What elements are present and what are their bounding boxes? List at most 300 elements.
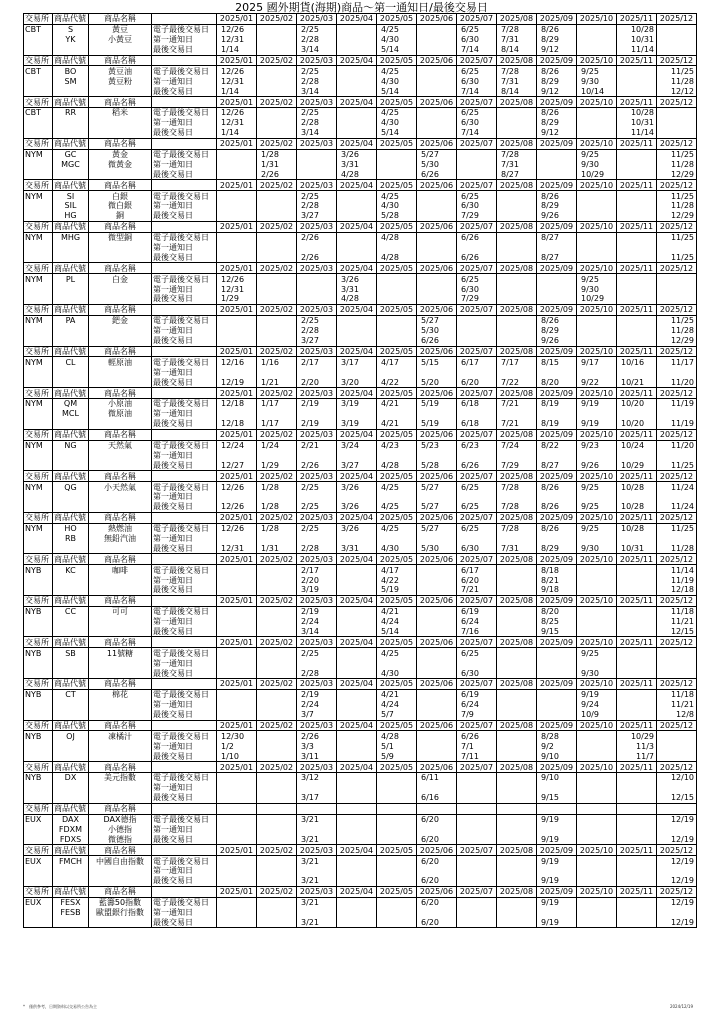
date-cell <box>577 793 617 803</box>
header-month: 2025/09 <box>537 637 577 648</box>
header-month: 2025/02 <box>257 595 297 606</box>
contract-date-row <box>24 86 697 96</box>
date-cell <box>217 450 257 460</box>
date-cell: 6/25 <box>457 66 497 76</box>
header-code: 商品代號 <box>53 55 89 66</box>
date-cell: 3/31 <box>337 159 377 169</box>
contract-date-row <box>24 440 697 450</box>
exchange-cell: NYM <box>24 482 53 492</box>
date-cell <box>657 45 697 55</box>
date-cell: 8/19 <box>537 398 577 408</box>
date-cell <box>497 326 537 336</box>
date-cell <box>657 731 697 741</box>
header-month: 2025/01 <box>217 679 257 690</box>
header-month: 2025/09 <box>537 388 577 399</box>
date-cell <box>617 326 657 336</box>
date-cell: 8/26 <box>537 108 577 118</box>
date-cell: 5/1 <box>377 741 417 751</box>
date-cell: 12/16 <box>217 357 257 367</box>
date-cell <box>617 648 657 658</box>
contract-date-row <box>24 482 697 492</box>
date-cell <box>417 751 457 761</box>
date-cell <box>497 211 537 221</box>
product-code-cell: QG <box>53 482 89 492</box>
header-month: 2025/11 <box>617 637 657 648</box>
header-month: 2025/01 <box>217 512 257 523</box>
date-cell: 12/29 <box>657 336 697 346</box>
product-code-cell <box>53 876 89 886</box>
header-exchange: 交易所 <box>24 512 53 523</box>
date-cell: 6/20 <box>417 814 457 824</box>
date-cell: 7/14 <box>457 128 497 138</box>
date-cell <box>537 783 577 793</box>
group-header-row <box>24 263 697 274</box>
document-title: 2025 國外期貨(海期)商品～第一通知日/最後交易日 <box>235 1 488 14</box>
header-month: 2025/10 <box>577 97 617 108</box>
date-cell <box>377 876 417 886</box>
exchange-cell <box>24 824 53 834</box>
product-code-cell: CT <box>53 689 89 699</box>
exchange-cell: NYM <box>24 357 53 367</box>
date-cell <box>537 294 577 304</box>
contract-date-row <box>24 751 697 761</box>
date-cell: 6/23 <box>457 440 497 450</box>
header-name: 商品名稱 <box>89 55 152 66</box>
header-month: 2025/02 <box>257 346 297 357</box>
date-cell: 9/25 <box>577 648 617 658</box>
date-cell <box>617 201 657 211</box>
date-cell: 8/26 <box>537 191 577 201</box>
header-blank <box>152 595 217 606</box>
group-header-row <box>24 803 697 814</box>
date-cell <box>417 128 457 138</box>
product-code-cell <box>53 377 89 387</box>
date-cell <box>497 118 537 128</box>
header-month: 2025/09 <box>537 138 577 149</box>
date-cell: 7/31 <box>497 76 537 86</box>
contract-date-row <box>24 523 697 533</box>
header-month: 2025/06 <box>417 138 457 149</box>
header-month: 2025/05 <box>377 263 417 274</box>
date-cell <box>417 232 457 242</box>
date-cell <box>417 191 457 201</box>
group-header-row <box>24 512 697 523</box>
date-type-cell: 最後交易日 <box>152 169 217 179</box>
contract-date-row <box>24 45 697 55</box>
date-cell <box>537 243 577 253</box>
date-cell <box>377 274 417 284</box>
date-cell <box>337 908 377 918</box>
date-cell <box>257 856 297 866</box>
header-month: 2025/06 <box>417 845 457 856</box>
product-name-cell <box>89 917 152 927</box>
product-code-cell: MCL <box>53 409 89 419</box>
contract-date-row <box>24 315 697 325</box>
date-cell: 1/14 <box>217 86 257 96</box>
date-cell <box>257 336 297 346</box>
header-exchange: 交易所 <box>24 55 53 66</box>
header-code: 商品代號 <box>53 679 89 690</box>
date-cell <box>417 252 457 262</box>
product-code-cell <box>53 492 89 502</box>
header-month: 2025/02 <box>257 388 297 399</box>
header-month: 2025/05 <box>377 720 417 731</box>
date-cell <box>297 783 337 793</box>
date-cell: 4/22 <box>377 377 417 387</box>
date-cell <box>337 648 377 658</box>
date-cell: 2/28 <box>297 35 337 45</box>
date-cell <box>497 492 537 502</box>
group-header-row <box>24 55 697 66</box>
date-cell <box>257 585 297 595</box>
header-month: 2025/01 <box>217 637 257 648</box>
date-cell: 12/18 <box>657 585 697 595</box>
date-cell: 8/26 <box>537 523 577 533</box>
header-month: 2025/11 <box>617 471 657 482</box>
product-code-cell: DX <box>53 773 89 783</box>
header-name: 商品名稱 <box>89 762 152 773</box>
product-name-cell: 無鉛汽油 <box>89 534 152 544</box>
header-month: 2025/10 <box>577 554 617 565</box>
header-blank <box>152 138 217 149</box>
date-cell <box>217 534 257 544</box>
date-type-cell: 最後交易日 <box>152 460 217 470</box>
contract-date-row <box>24 856 697 866</box>
date-cell <box>217 834 257 844</box>
date-cell: 2/21 <box>297 440 337 450</box>
header-month: 2025/12 <box>657 554 697 565</box>
header-code: 商品代號 <box>53 304 89 315</box>
date-cell <box>657 128 697 138</box>
product-name-cell: 輕原油 <box>89 357 152 367</box>
header-name: 商品名稱 <box>89 304 152 315</box>
date-cell <box>217 585 257 595</box>
date-cell <box>497 294 537 304</box>
date-cell <box>577 128 617 138</box>
date-cell <box>217 326 257 336</box>
date-cell: 9/25 <box>577 523 617 533</box>
header-code: 商品代號 <box>53 845 89 856</box>
product-name-cell <box>89 294 152 304</box>
header-month: 2025/04 <box>337 180 377 191</box>
date-cell <box>577 326 617 336</box>
header-month: 2025/03 <box>297 554 337 565</box>
date-cell: 11/28 <box>657 76 697 86</box>
header-month: 2025/10 <box>577 55 617 66</box>
contract-date-row <box>24 502 697 512</box>
date-cell <box>257 128 297 138</box>
date-cell <box>617 243 657 253</box>
date-cell: 8/29 <box>537 201 577 211</box>
exchange-cell <box>24 534 53 544</box>
date-cell: 4/30 <box>377 118 417 128</box>
product-code-cell <box>53 917 89 927</box>
header-month: 2025/08 <box>497 180 537 191</box>
header-month: 2025/07 <box>457 263 497 274</box>
exchange-cell: NYB <box>24 773 53 783</box>
header-month: 2025/04 <box>337 762 377 773</box>
date-cell <box>417 66 457 76</box>
date-cell <box>577 751 617 761</box>
date-cell <box>577 232 617 242</box>
date-cell <box>617 294 657 304</box>
date-cell: 11/25 <box>657 191 697 201</box>
header-month: 2025/09 <box>537 55 577 66</box>
date-cell <box>537 284 577 294</box>
exchange-cell <box>24 710 53 720</box>
date-cell <box>297 159 337 169</box>
date-cell <box>617 159 657 169</box>
header-blank <box>537 803 577 814</box>
date-cell <box>337 783 377 793</box>
date-cell: 3/31 <box>337 543 377 553</box>
date-cell <box>537 149 577 159</box>
date-cell: 4/28 <box>337 294 377 304</box>
product-name-cell <box>89 326 152 336</box>
date-cell <box>217 315 257 325</box>
date-cell <box>497 108 537 118</box>
contract-date-row <box>24 24 697 34</box>
date-cell: 5/27 <box>417 149 457 159</box>
date-cell: 11/3 <box>617 741 657 751</box>
header-month: 2025/03 <box>297 55 337 66</box>
date-cell: 1/29 <box>217 294 257 304</box>
date-type-cell: 最後交易日 <box>152 211 217 221</box>
header-month: 2025/08 <box>497 97 537 108</box>
date-cell <box>257 700 297 710</box>
date-cell <box>217 689 257 699</box>
date-cell: 10/28 <box>617 108 657 118</box>
date-cell <box>337 731 377 741</box>
header-month: 2025/02 <box>257 720 297 731</box>
header-month: 2025/08 <box>497 346 537 357</box>
date-type-cell: 電子最後交易日 <box>152 24 217 34</box>
date-cell: 6/26 <box>457 232 497 242</box>
date-cell <box>297 492 337 502</box>
date-cell: 5/30 <box>417 543 457 553</box>
date-cell <box>337 45 377 55</box>
header-blank <box>152 845 217 856</box>
header-month: 2025/11 <box>617 97 657 108</box>
header-code: 商品代號 <box>53 803 89 814</box>
date-cell <box>377 169 417 179</box>
date-cell: 12/26 <box>217 108 257 118</box>
date-cell <box>497 793 537 803</box>
product-code-cell <box>53 627 89 637</box>
product-name-cell: 銅 <box>89 211 152 221</box>
header-month: 2025/01 <box>217 554 257 565</box>
product-name-cell <box>89 668 152 678</box>
date-cell: 4/25 <box>377 482 417 492</box>
date-cell: 3/3 <box>297 741 337 751</box>
date-cell: 9/19 <box>537 876 577 886</box>
date-cell <box>577 606 617 616</box>
date-type-cell: 最後交易日 <box>152 585 217 595</box>
date-cell <box>377 315 417 325</box>
exchange-cell <box>24 866 53 876</box>
date-cell <box>617 617 657 627</box>
date-cell: 3/21 <box>297 834 337 844</box>
header-month: 2025/06 <box>417 263 457 274</box>
date-cell <box>217 336 257 346</box>
exchange-cell <box>24 908 53 918</box>
date-cell <box>617 866 657 876</box>
header-month: 2025/10 <box>577 845 617 856</box>
header-month: 2025/02 <box>257 97 297 108</box>
date-cell: 1/28 <box>257 482 297 492</box>
header-blank <box>152 388 217 399</box>
product-code-cell: RB <box>53 534 89 544</box>
date-cell: 12/15 <box>657 627 697 637</box>
date-cell: 9/19 <box>577 419 617 429</box>
date-cell <box>377 897 417 907</box>
date-cell <box>537 689 577 699</box>
date-cell <box>617 534 657 544</box>
date-cell <box>657 824 697 834</box>
date-cell <box>257 191 297 201</box>
date-cell: 12/26 <box>217 66 257 76</box>
date-cell: 2/25 <box>297 502 337 512</box>
date-type-cell: 最後交易日 <box>152 252 217 262</box>
date-cell <box>577 814 617 824</box>
date-cell: 11/20 <box>657 440 697 450</box>
date-cell <box>497 897 537 907</box>
header-month: 2025/11 <box>617 138 657 149</box>
header-blank <box>152 471 217 482</box>
product-name-cell: 鈀金 <box>89 315 152 325</box>
date-cell: 8/27 <box>497 169 537 179</box>
date-cell <box>497 741 537 751</box>
date-cell: 3/26 <box>337 523 377 533</box>
product-name-cell <box>89 450 152 460</box>
date-cell: 2/25 <box>297 482 337 492</box>
date-cell <box>297 409 337 419</box>
exchange-cell <box>24 917 53 927</box>
date-cell: 10/9 <box>577 710 617 720</box>
header-exchange: 交易所 <box>24 679 53 690</box>
product-name-cell <box>89 284 152 294</box>
header-month: 2025/04 <box>337 429 377 440</box>
date-cell: 3/27 <box>297 336 337 346</box>
header-month: 2025/07 <box>457 304 497 315</box>
contract-date-row <box>24 118 697 128</box>
date-cell: 6/25 <box>457 191 497 201</box>
date-cell <box>257 751 297 761</box>
exchange-cell <box>24 617 53 627</box>
product-name-cell <box>89 575 152 585</box>
exchange-cell <box>24 294 53 304</box>
date-cell <box>337 793 377 803</box>
date-cell <box>297 824 337 834</box>
date-cell: 1/29 <box>257 460 297 470</box>
date-cell: 8/29 <box>537 35 577 45</box>
date-cell: 9/10 <box>537 751 577 761</box>
product-code-cell: RR <box>53 108 89 118</box>
header-month: 2025/02 <box>257 637 297 648</box>
header-month: 2025/02 <box>257 471 297 482</box>
header-month: 2025/05 <box>377 221 417 232</box>
date-cell <box>617 149 657 159</box>
date-cell: 10/28 <box>617 24 657 34</box>
date-cell <box>417 689 457 699</box>
date-cell: 9/15 <box>537 793 577 803</box>
date-cell <box>257 617 297 627</box>
date-type-cell: 電子最後交易日 <box>152 606 217 616</box>
date-cell <box>217 367 257 377</box>
header-month: 2025/03 <box>297 720 337 731</box>
header-month: 2025/04 <box>337 471 377 482</box>
contract-date-row <box>24 232 697 242</box>
date-cell <box>257 668 297 678</box>
contract-date-row <box>24 377 697 387</box>
date-cell <box>257 627 297 637</box>
date-cell <box>257 741 297 751</box>
date-cell <box>377 917 417 927</box>
date-cell <box>497 575 537 585</box>
header-month: 2025/01 <box>217 138 257 149</box>
date-cell <box>417 565 457 575</box>
exchange-cell: CBT <box>24 108 53 118</box>
date-cell <box>217 211 257 221</box>
header-month: 2025/12 <box>657 637 697 648</box>
contract-date-row <box>24 367 697 377</box>
date-cell <box>217 149 257 159</box>
exchange-cell <box>24 460 53 470</box>
header-month: 2025/04 <box>337 637 377 648</box>
header-blank <box>657 803 697 814</box>
date-cell: 2/20 <box>297 377 337 387</box>
product-code-cell: SB <box>53 648 89 658</box>
group-header-row <box>24 221 697 232</box>
contract-date-row <box>24 606 697 616</box>
date-cell <box>617 575 657 585</box>
exchange-cell: NYM <box>24 274 53 284</box>
date-cell: 3/17 <box>337 357 377 367</box>
contract-date-row <box>24 149 697 159</box>
header-blank <box>152 221 217 232</box>
date-cell: 6/19 <box>457 689 497 699</box>
date-cell: 9/30 <box>577 284 617 294</box>
date-cell <box>657 450 697 460</box>
header-month: 2025/11 <box>617 762 657 773</box>
date-cell <box>457 783 497 793</box>
contract-date-row <box>24 534 697 544</box>
date-cell: 2/28 <box>297 118 337 128</box>
product-name-cell: 咖啡 <box>89 565 152 575</box>
date-cell: 1/2 <box>217 741 257 751</box>
date-cell <box>337 741 377 751</box>
exchange-cell: NYM <box>24 191 53 201</box>
header-month: 2025/11 <box>617 304 657 315</box>
date-cell: 3/26 <box>337 149 377 159</box>
date-cell: 9/17 <box>577 357 617 367</box>
header-month: 2025/03 <box>297 679 337 690</box>
product-name-cell <box>89 543 152 553</box>
date-cell: 12/18 <box>217 398 257 408</box>
product-code-cell <box>53 284 89 294</box>
date-cell: 9/26 <box>537 336 577 346</box>
header-month: 2025/07 <box>457 388 497 399</box>
product-code-cell <box>53 866 89 876</box>
header-month: 2025/06 <box>417 304 457 315</box>
date-cell <box>497 908 537 918</box>
date-cell: 11/25 <box>657 460 697 470</box>
header-month: 2025/10 <box>577 471 617 482</box>
date-cell: 3/21 <box>297 876 337 886</box>
date-cell <box>417 274 457 284</box>
date-cell <box>577 315 617 325</box>
date-cell <box>217 897 257 907</box>
